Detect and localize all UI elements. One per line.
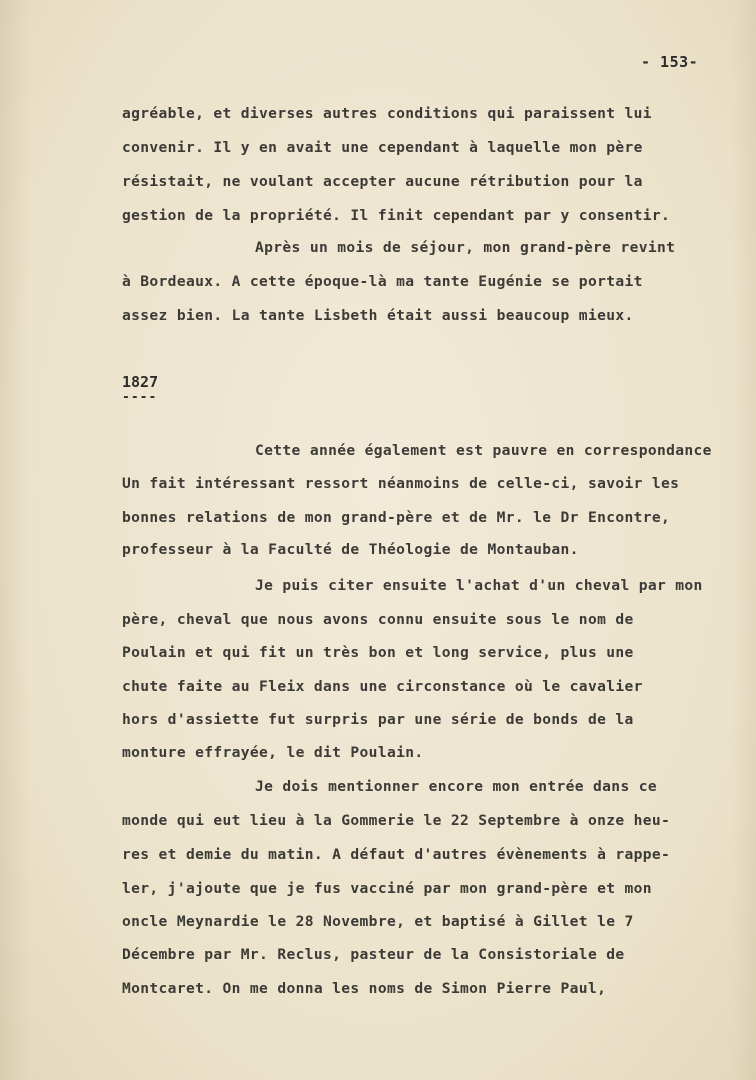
- text-line: Je dois mentionner encore mon entrée dans ce: [255, 778, 657, 795]
- text-line: Un fait intéressant ressort néanmoins de celle-ci, savoir les: [122, 475, 680, 492]
- text-line: Je puis citer ensuite l'achat d'un cheval par mon: [255, 577, 703, 594]
- text-line: res et demie du matin. A défaut d'autres évènements à rappe-: [122, 846, 671, 863]
- text-line: père, cheval que nous avons connu ensuite sous le nom de: [122, 611, 634, 628]
- text-line: convenir. Il y en avait une cependant à laquelle mon père: [122, 139, 643, 156]
- text-line: professeur à la Faculté de Théologie de Montauban.: [122, 541, 579, 558]
- text-line: résistait, ne voulant accepter aucune rétribution pour la: [122, 173, 643, 190]
- text-line: monture effrayée, le dit Poulain.: [122, 744, 424, 761]
- text-line: hors d'assiette fut surpris par une série de bonds de la: [122, 711, 634, 728]
- section-year-underline: ----: [122, 390, 158, 405]
- text-line: Montcaret. On me donna les noms de Simon Pierre Paul,: [122, 980, 607, 997]
- text-line: ler, j'ajoute que je fus vacciné par mon grand-père et mon: [122, 880, 652, 897]
- text-line: Après un mois de séjour, mon grand-père revint: [255, 239, 676, 256]
- text-line: gestion de la propriété. Il finit cependant par y consentir.: [122, 207, 671, 224]
- text-line: bonnes relations de mon grand-père et de Mr. le Dr Encontre,: [122, 509, 671, 526]
- text-line: Poulain et qui fit un très bon et long service, plus une: [122, 644, 634, 661]
- text-line: agréable, et diverses autres conditions qui paraissent lui: [122, 105, 652, 122]
- text-line: Cette année également est pauvre en correspondance: [255, 442, 712, 459]
- page-number: - 153-: [641, 53, 699, 71]
- text-line: assez bien. La tante Lisbeth était aussi beaucoup mieux.: [122, 307, 634, 324]
- text-line: oncle Meynardie le 28 Novembre, et baptisé à Gillet le 7: [122, 913, 634, 930]
- text-line: à Bordeaux. A cette époque-là ma tante Eugénie se portait: [122, 273, 643, 290]
- text-line: chute faite au Fleix dans une circonstance où le cavalier: [122, 678, 643, 695]
- text-line: monde qui eut lieu à la Gommerie le 22 Septembre à onze heu-: [122, 812, 671, 829]
- section-year-heading: 1827: [122, 373, 159, 391]
- text-line: Décembre par Mr. Reclus, pasteur de la Consistoriale de: [122, 946, 625, 963]
